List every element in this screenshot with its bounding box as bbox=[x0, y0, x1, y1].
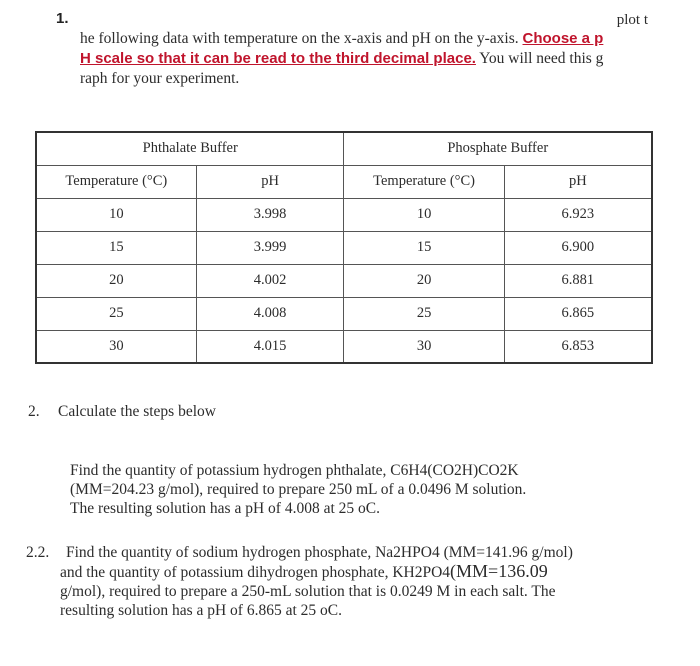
table-cell: 4.008 bbox=[196, 297, 344, 330]
table-cell: 25 bbox=[36, 297, 196, 330]
red-emphasis-2: H scale so that it can be read to the third decimal place. bbox=[80, 50, 476, 67]
step-2-2-mm-label: (MM= bbox=[450, 561, 499, 581]
red-emphasis-1: Choose a p bbox=[522, 30, 604, 47]
step-2-2-line-4: resulting solution has a pH of 6.865 at 25 oC. bbox=[60, 602, 342, 619]
table-cell: 15 bbox=[36, 231, 196, 264]
table-cell: 6.865 bbox=[504, 297, 652, 330]
step-1-paragraph bbox=[70, 461, 526, 518]
phthalate-buffer-header: Phthalate Buffer bbox=[36, 132, 344, 165]
column-header: pH bbox=[196, 165, 344, 198]
step-2-2-mm-value: 136.09 bbox=[498, 561, 548, 581]
group-header-row bbox=[36, 132, 652, 165]
step-2-2-paragraph bbox=[26, 543, 646, 620]
step-2-2-line-2 bbox=[26, 562, 646, 582]
table-row bbox=[36, 330, 652, 363]
table-row bbox=[36, 297, 652, 330]
step-2-2-line-2-text: and the quantity of potassium dihydrogen phosphate, KH2PO4 bbox=[60, 564, 451, 581]
question-1-fragment: plot t bbox=[616, 12, 648, 28]
table-cell: 6.853 bbox=[504, 330, 652, 363]
step-1-line-3: The resulting solution has a pH of 4.008 at 25 oC. bbox=[70, 500, 380, 517]
column-header: Temperature (°C) bbox=[36, 165, 196, 198]
table-cell: 20 bbox=[36, 264, 196, 297]
table-cell: 6.923 bbox=[504, 198, 652, 231]
step-2-2-line-1: Find the quantity of sodium hydrogen phosphate, Na2HPO4 (MM=141.96 g/mol) bbox=[66, 544, 573, 561]
table-cell: 25 bbox=[344, 297, 504, 330]
question-1-line-2 bbox=[80, 50, 603, 68]
table-cell: 3.998 bbox=[196, 198, 344, 231]
table-cell: 4.015 bbox=[196, 330, 344, 363]
question-number-2: 2. bbox=[28, 403, 40, 420]
step-1-line-1: Find the quantity of potassium hydrogen phthalate, C6H4(CO2H)CO2K bbox=[70, 462, 519, 479]
table-cell: 10 bbox=[344, 198, 504, 231]
column-header-row bbox=[36, 165, 652, 198]
question-number-1: 1. bbox=[56, 10, 69, 27]
question-1-line-3: raph for your experiment. bbox=[80, 70, 240, 87]
step-2-2-line-3: g/mol), required to prepare a 250-mL solution that is 0.0249 M in each salt. The bbox=[60, 583, 556, 600]
step-1-line-2: (MM=204.23 g/mol), required to prepare 250 mL of a 0.0496 M solution. bbox=[70, 481, 527, 498]
table-row bbox=[36, 231, 652, 264]
table-row bbox=[36, 264, 652, 297]
table-cell: 20 bbox=[344, 264, 504, 297]
table-cell: 30 bbox=[344, 330, 504, 363]
table-cell: 4.002 bbox=[196, 264, 344, 297]
buffer-data-table bbox=[35, 131, 653, 364]
phosphate-buffer-header: Phosphate Buffer bbox=[344, 132, 652, 165]
question-1-line-1 bbox=[80, 30, 603, 48]
column-header: pH bbox=[504, 165, 652, 198]
question-1-instruction: he following data with temperature on the x-axis and pH on the y-axis. bbox=[80, 30, 519, 47]
table-row bbox=[36, 198, 652, 231]
table-cell: 6.881 bbox=[504, 264, 652, 297]
column-header: Temperature (°C) bbox=[344, 165, 504, 198]
table-cell: 10 bbox=[36, 198, 196, 231]
table-cell: 30 bbox=[36, 330, 196, 363]
table-cell: 3.999 bbox=[196, 231, 344, 264]
question-1-continuation: You will need this g bbox=[475, 50, 604, 67]
table-cell: 6.900 bbox=[504, 231, 652, 264]
question-2-title: Calculate the steps below bbox=[58, 403, 216, 420]
table-cell: 15 bbox=[344, 231, 504, 264]
step-2-2-label: 2.2. bbox=[26, 544, 50, 561]
